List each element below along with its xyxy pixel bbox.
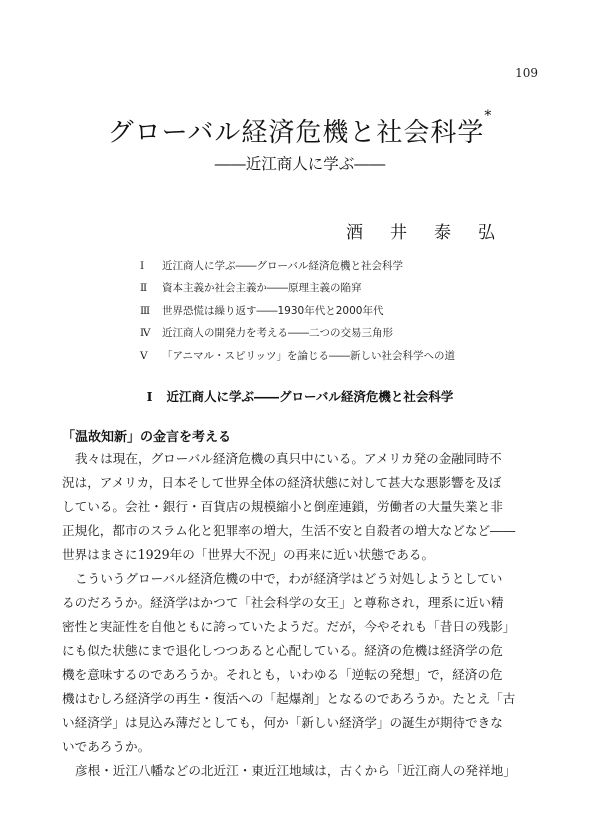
body-line: にも似た状態にまで退化しつつあると心配している。経済の危機は経済学の危	[62, 643, 503, 658]
body-line: い経済学」は見込み薄だとしても，何か「新しい経済学」の誕生が期待できな	[62, 715, 503, 730]
section-heading	[0, 387, 600, 405]
toc-item-text: 世界恐慌は繰り返す――1930年代と2000年代	[162, 304, 384, 317]
article-title	[0, 108, 600, 149]
table-of-contents	[140, 255, 560, 367]
body-text	[62, 447, 544, 783]
page-number: 109	[515, 66, 538, 80]
body-line: 我々は現在，グローバル経済危機の真只中にいる。アメリカ発の金融同時不	[75, 451, 502, 466]
toc-item-text: 近江商人に学ぶ――グローバル経済危機と社会科学	[162, 260, 403, 272]
article-subtitle: ――近江商人に学ぶ――	[214, 155, 386, 173]
body-line: している。会社・銀行・百貨店の規模縮小と倒産連鎖，労働者の大量失業と非	[62, 499, 503, 514]
toc-item	[140, 255, 560, 277]
toc-item-text: 「アニマル・スピリッツ」を論じる――新しい社会科学への道	[162, 349, 456, 362]
toc-item-text: 近江商人の開発力を考える――二つの交易三角形	[162, 327, 393, 340]
toc-item	[140, 300, 560, 322]
title-text: グローバル経済危機と社会科学	[107, 118, 485, 148]
body-line: 機はむしろ経済学の再生・復活への「起爆剤」となるのであろうか。たとえ「古	[62, 691, 516, 706]
body-line: いであろうか。	[62, 739, 151, 754]
section-title: 近江商人に学ぶ――グローバル経済危機と社会科学	[166, 389, 454, 404]
body-line: こういうグローバル経済危機の中で，わが経済学はどう対処しようとしてい	[75, 571, 503, 586]
body-line: 密性と実証性を自他ともに誇っていたようだ。だが，今やそれも「昔日の残影」	[62, 619, 516, 634]
toc-item-number: Ⅱ	[140, 282, 148, 295]
toc-item-text: 資本主義か社会主義か――原理主義の陥穽	[162, 282, 362, 295]
toc-item-number: Ⅲ	[140, 304, 151, 317]
body-line: 彦根・近江八幡などの北近江・東近江地域は，古くから「近江商人の発祥地」	[75, 763, 516, 778]
body-line: 世界はまさに1929年の「世界大不況」の再来に近い状態である。	[62, 547, 435, 562]
body-line: 正規化，都市のスラム化と犯罪率の増大，生活不安と自殺者の増大などなど――	[62, 523, 516, 538]
toc-item	[140, 322, 560, 344]
section-number: Ⅰ	[146, 389, 153, 404]
body-line: るのだろうか。経済学はかつて「社会科学の女王」と尊称され，理系に近い精	[62, 595, 504, 610]
body-line: 機を意味するのであろうか。それとも，いわゆる「逆転の発想」で，経済の危	[62, 667, 503, 682]
toc-item-number: Ⅴ	[140, 349, 148, 362]
title-footnote-mark: *	[484, 108, 493, 124]
toc-item	[140, 345, 560, 367]
body-line: 況は，アメリカ，日本そして世界全体の経済状態に対して甚大な悪影響を及ぼ	[62, 475, 502, 490]
toc-item-number: Ⅳ	[140, 327, 151, 340]
toc-item	[140, 277, 560, 299]
author-name: 酒井泰弘	[346, 223, 522, 243]
subsection-heading: 「温故知新」の金言を考える	[62, 430, 232, 445]
toc-item-number: Ⅰ	[140, 260, 145, 272]
